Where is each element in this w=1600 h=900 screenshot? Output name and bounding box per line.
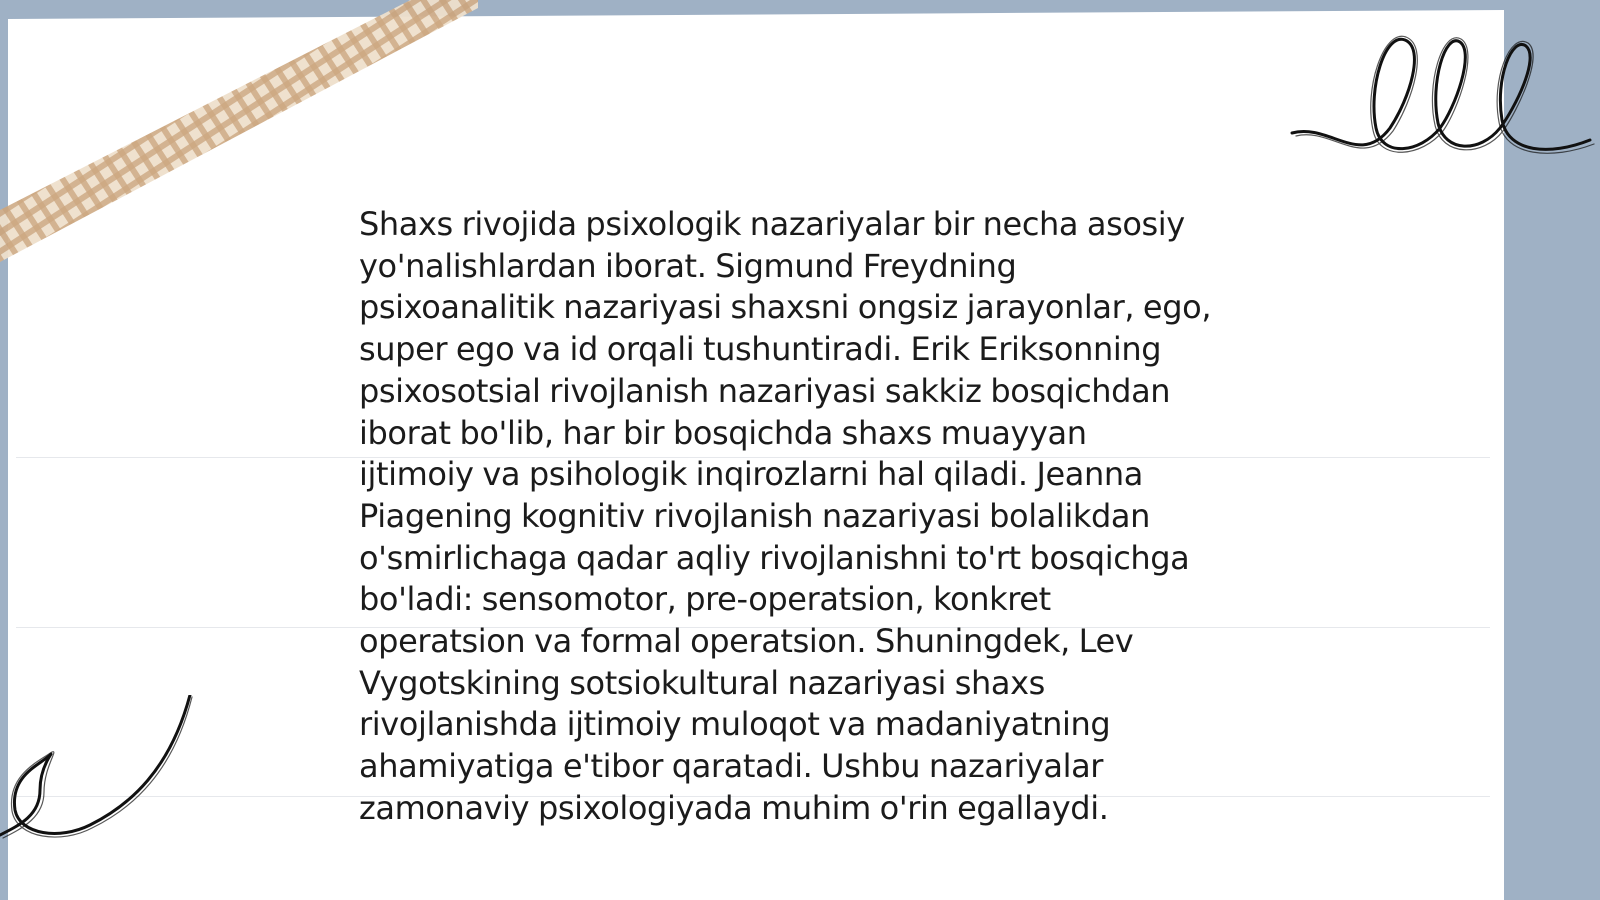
paragraph-line: ijtimoiy va psihologik inqirozlarni hal qiladi. Jeanna [359, 455, 1143, 494]
check-doodle-icon [0, 695, 200, 845]
paragraph-line: operatsion va formal operatsion. Shuningdek, Lev [359, 622, 1134, 661]
paragraph-line: ahamiyatiga e'tibor qaratadi. Ushbu nazariyalar [359, 747, 1104, 786]
paragraph-line: yo'nalishlardan iborat. Sigmund Freydning [359, 246, 1017, 285]
paragraph-line: bo'ladi: sensomotor, pre-operatsion, konkret [359, 580, 1051, 619]
paragraph-line: Piagening kognitiv rivojlanish nazariyasi bolalikdan [359, 496, 1151, 535]
paragraph-line: zamonaviy psixologiyada muhim o'rin egallaydi. [359, 788, 1109, 827]
loop-doodle-icon [1290, 28, 1600, 168]
paragraph-line: super ego va id orqali tushuntiradi. Erik Eriksonning [359, 330, 1162, 369]
paragraph-line: o'smirlichaga qadar aqliy rivojlanishni to'rt bosqichga [359, 538, 1190, 577]
paragraph-line: psixoanalitik nazariyasi shaxsni ongsiz jarayonlar, ego, [359, 288, 1212, 327]
paragraph-line: psixosotsial rivojlanish nazariyasi sakkiz bosqichdan [359, 371, 1171, 410]
paragraph-line: Shaxs rivojida psixologik nazariyalar bir necha asosiy [359, 205, 1185, 243]
paragraph-line: rivojlanishda ijtimoiy muloqot va madaniyatning [359, 705, 1111, 744]
body-paragraph [359, 204, 1259, 830]
paragraph-line: iborat bo'lib, har bir bosqichda shaxs muayyan [359, 413, 1087, 452]
paragraph-line: Vygotskining sotsiokultural nazariyasi shaxs [359, 663, 1045, 702]
